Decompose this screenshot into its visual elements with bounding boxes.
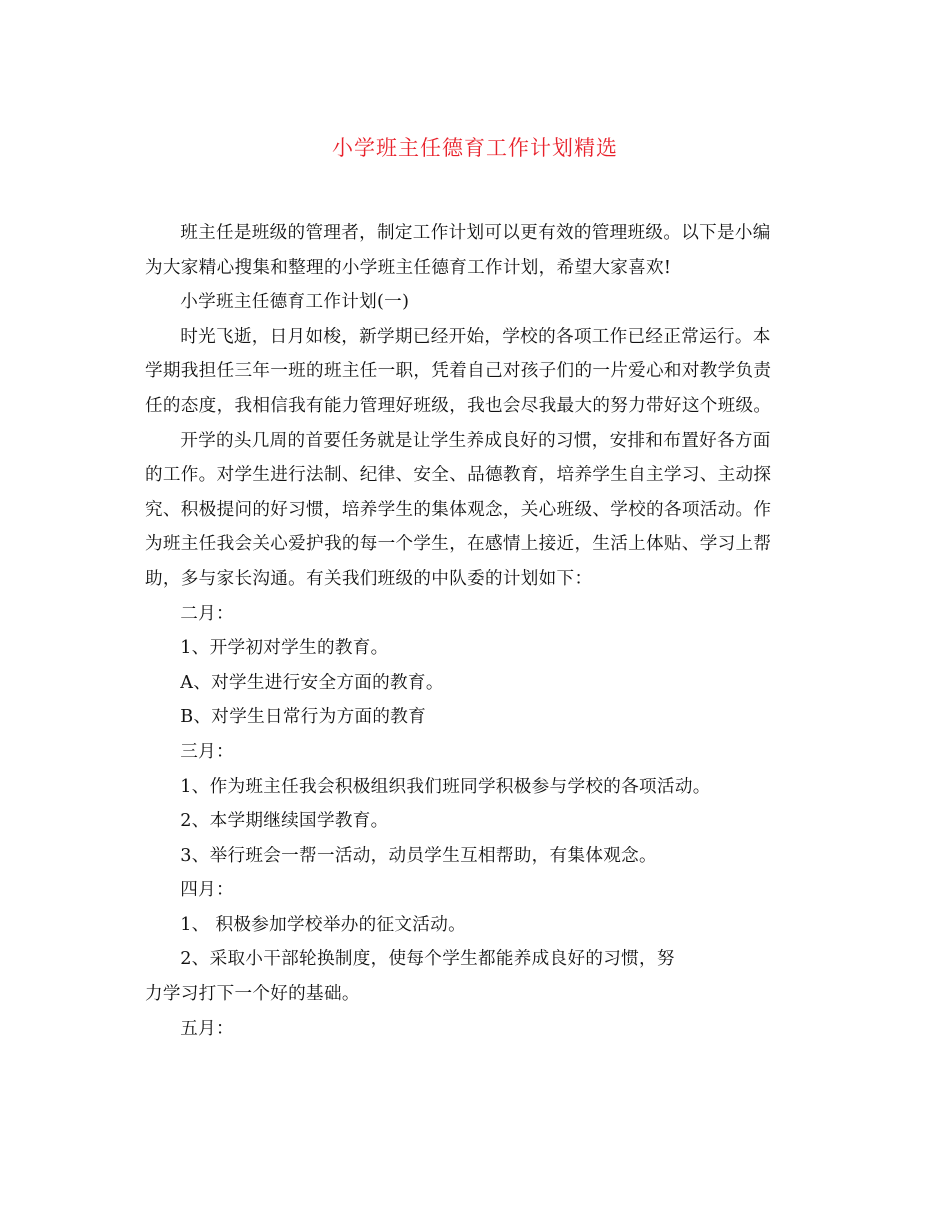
paragraph-2-line-3: 究、积极提问的好习惯，培养学生的集体观念，关心班级、学校的各项活动。作 xyxy=(145,499,772,520)
section-subtitle: 小学班主任德育工作计划(一) xyxy=(180,292,410,313)
month-heading-may: 五月： xyxy=(180,1018,234,1039)
document-body xyxy=(145,216,807,1046)
paragraph-2-line-5: 助，多与家长沟通。有关我们班级的中队委的计划如下： xyxy=(145,568,593,589)
paragraph-1-line-3: 任的态度，我相信我有能力管理好班级，我也会尽我最大的努力带好这个班级。 xyxy=(145,395,772,416)
list-item: A、对学生进行安全方面的教育。 xyxy=(180,672,444,693)
month-heading-april: 四月： xyxy=(180,880,234,901)
list-item: 2、采取小干部轮换制度，使每个学生都能养成良好的习惯，努 xyxy=(180,949,675,970)
intro-line-1: 班主任是班级的管理者，制定工作计划可以更有效的管理班级。以下是小编 xyxy=(180,223,771,243)
document-title: 小学班主任德育工作计划精选 xyxy=(332,136,618,160)
paragraph-2-line-4: 为班主任我会关心爱护我的每一个学生，在感情上接近，生活上体贴、学习上帮 xyxy=(145,534,772,555)
list-item: 1、 积极参加学校举办的征文活动。 xyxy=(180,914,466,935)
month-heading-february: 二月： xyxy=(180,603,234,624)
list-item-continuation: 力学习打下一个好的基础。 xyxy=(145,984,360,1005)
intro-line-2: 为大家精心搜集和整理的小学班主任德育工作计划，希望大家喜欢! xyxy=(145,257,672,278)
list-item: 1、开学初对学生的教育。 xyxy=(180,638,389,659)
list-item: 1、作为班主任我会积极组织我们班同学积极参与学校的各项活动。 xyxy=(180,776,711,797)
paragraph-2-line-2: 的工作。对学生进行法制、纪律、安全、品德教育，培养学生自主学习、主动探 xyxy=(145,465,772,486)
list-item: 2、本学期继续国学教育。 xyxy=(180,811,389,832)
paragraph-2-line-1: 开学的头几周的首要任务就是让学生养成良好的习惯，安排和布置好各方面 xyxy=(180,430,771,451)
paragraph-1-line-2: 学期我担任三年一班的班主任一职，凭着自己对孩子们的一片爱心和对教学负责 xyxy=(145,361,772,382)
paragraph-1-line-1: 时光飞逝，日月如梭，新学期已经开始，学校的各项工作已经正常运行。本 xyxy=(180,326,771,347)
list-item: B、对学生日常行为方面的教育 xyxy=(180,707,427,728)
list-item: 3、举行班会一帮一活动，动员学生互相帮助，有集体观念。 xyxy=(180,845,657,866)
month-heading-march: 三月： xyxy=(180,741,234,762)
